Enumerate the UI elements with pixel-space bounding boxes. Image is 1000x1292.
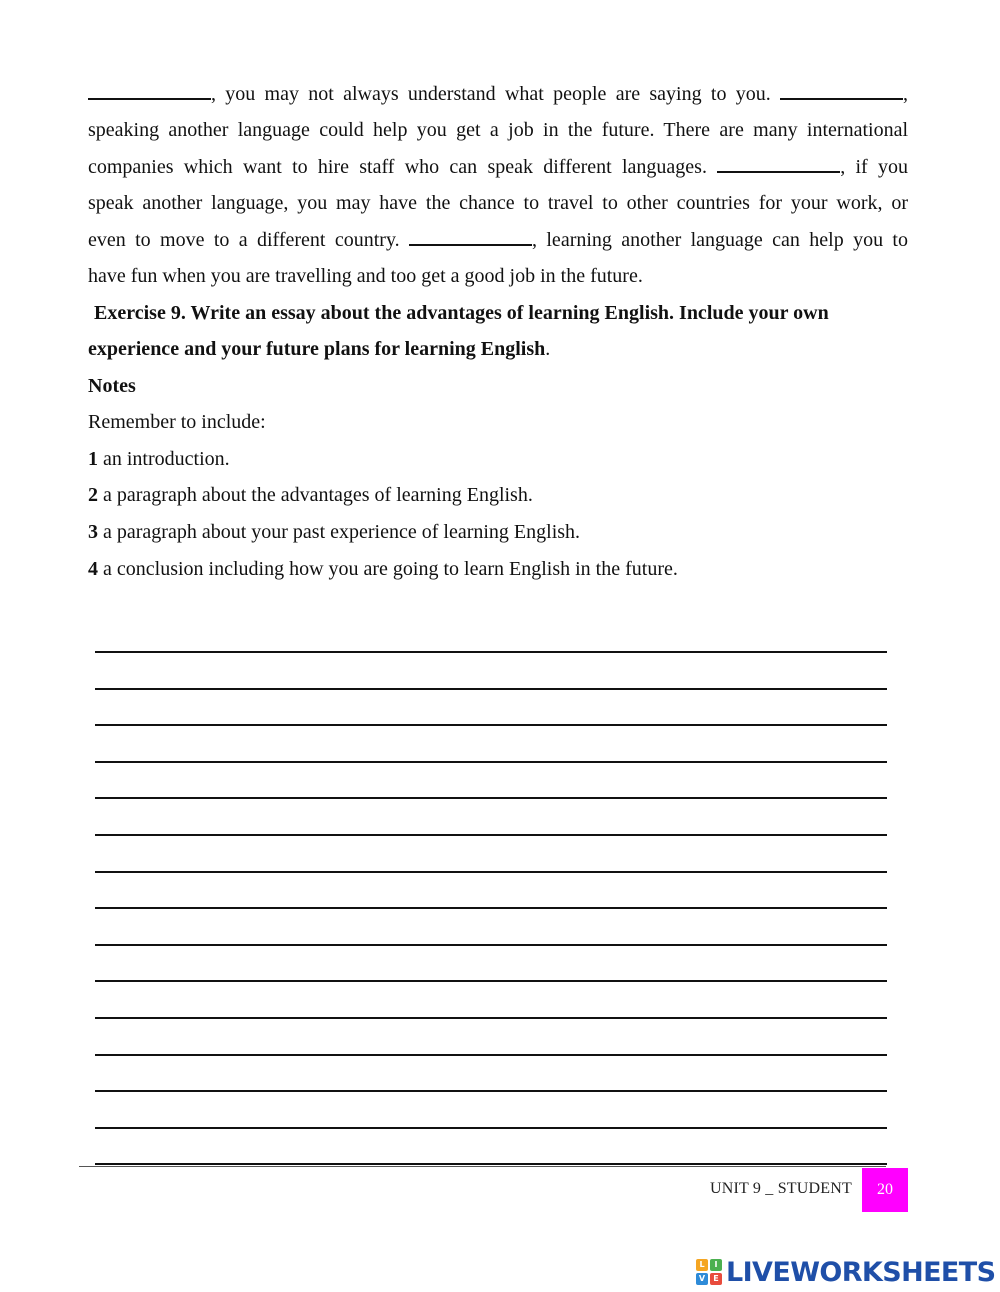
passage-line-5: even to move to a different country. , learning another language can help you to xyxy=(88,226,908,253)
writing-line[interactable] xyxy=(95,834,887,836)
unit-label: UNIT 9 _ STUDENT xyxy=(709,1180,852,1197)
note-item: 4 a conclusion including how you are going to learn English in the future. xyxy=(88,558,678,580)
passage-line-4: speak another language, you may have the chance to travel to other countries for your work, or xyxy=(88,192,908,214)
liveworksheets-logo-icon: L I V E xyxy=(696,1259,722,1285)
writing-line[interactable] xyxy=(95,1090,887,1092)
note-item: 1 an introduction. xyxy=(88,448,230,470)
note-item: 2 a paragraph about the advantages of learning English. xyxy=(88,484,533,506)
writing-line[interactable] xyxy=(95,980,887,982)
liveworksheets-wordmark: LIVEWORKSHEETS xyxy=(726,1256,996,1288)
writing-line[interactable] xyxy=(95,1054,887,1056)
writing-line[interactable] xyxy=(95,724,887,726)
fill-blank-4[interactable] xyxy=(409,226,532,246)
writing-line[interactable] xyxy=(95,1127,887,1129)
passage-line-2: speaking another language could help you get a job in the future. There are many international xyxy=(88,119,908,141)
exercise-heading-cont: experience and your future plans for learning English. xyxy=(88,338,551,360)
fill-blank-2[interactable] xyxy=(780,80,903,100)
writing-line[interactable] xyxy=(95,1017,887,1019)
fill-blank-3[interactable] xyxy=(717,153,840,173)
page-number: 20 xyxy=(877,1181,893,1198)
writing-line[interactable] xyxy=(95,651,887,653)
writing-line[interactable] xyxy=(95,761,887,763)
footer-divider xyxy=(79,1166,886,1167)
writing-line[interactable] xyxy=(95,907,887,909)
liveworksheets-logo xyxy=(696,1252,995,1292)
passage-line-6: have fun when you are travelling and too get a good job in the future. xyxy=(88,265,643,287)
fill-blank-1[interactable] xyxy=(88,80,211,100)
exercise-heading: Exercise 9. Write an essay about the advantages of learning English. Include your own xyxy=(94,302,829,324)
writing-line[interactable] xyxy=(95,944,887,946)
page-number-box xyxy=(862,1168,908,1212)
writing-line[interactable] xyxy=(95,688,887,690)
notes-intro: Remember to include: xyxy=(88,411,266,433)
passage-line-1: , you may not always understand what people are saying to you. , xyxy=(88,80,908,107)
writing-line[interactable] xyxy=(95,797,887,799)
passage-line-3: companies which want to hire staff who can speak different languages. , if you xyxy=(88,153,908,180)
writing-line[interactable] xyxy=(95,871,887,873)
notes-title: Notes xyxy=(88,375,136,397)
note-item: 3 a paragraph about your past experience of learning English. xyxy=(88,521,581,543)
